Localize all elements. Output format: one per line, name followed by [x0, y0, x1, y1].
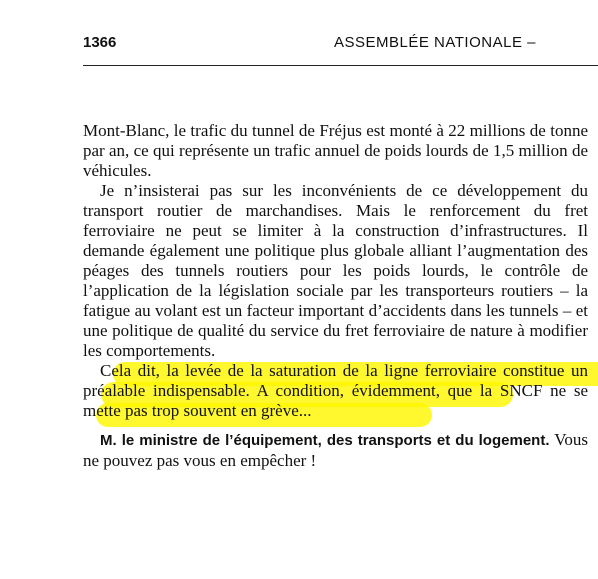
paragraph-transport-policy: Je n’insisterai pas sur les inconvénients de ce développement du transport routier de marchandises. Mais le renforcement du fret ferroviaire ne peut se limiter à la construction d’infrastructures. Il demande également une politique plus globale alliant l’augmentation des péages des tunnels routiers pour les poids lourds, le contrôle de l’application de la législation sociale par les transporteurs routiers – la fatigue au volant est un facteur important d’accidents dans les tunnels – et une politique de qualité du service du fret ferroviaire de nature à modifier les comportements. [83, 181, 588, 360]
page-header [83, 34, 598, 58]
header-rule [83, 65, 598, 66]
highlighted-paragraph-wrapper [83, 361, 588, 421]
speech-text: Vous ne pouvez pas vous en empêcher ! [83, 430, 588, 470]
page-number: 1366 [83, 34, 117, 51]
paragraph-sncf-strike: Cela dit, la levée de la saturation de la ligne ferroviaire constitue un préalable indispensable. A condition, évidemment, que la SNCF ne se mette pas trop souvent en grève... [83, 361, 588, 420]
document-body [83, 121, 588, 471]
running-head: ASSEMBLÉE NATIONALE – [334, 34, 536, 51]
paragraph-continued: Mont-Blanc, le trafic du tunnel de Fréjus est monté à 22 millions de tonne par an, ce qui représente un trafic annuel de poids lourds de 1,5 million de véhicules. [83, 121, 588, 180]
minister-speech [83, 430, 588, 471]
speaker-name: M. le ministre de l’équipement, des transports et du logement. [100, 432, 550, 449]
